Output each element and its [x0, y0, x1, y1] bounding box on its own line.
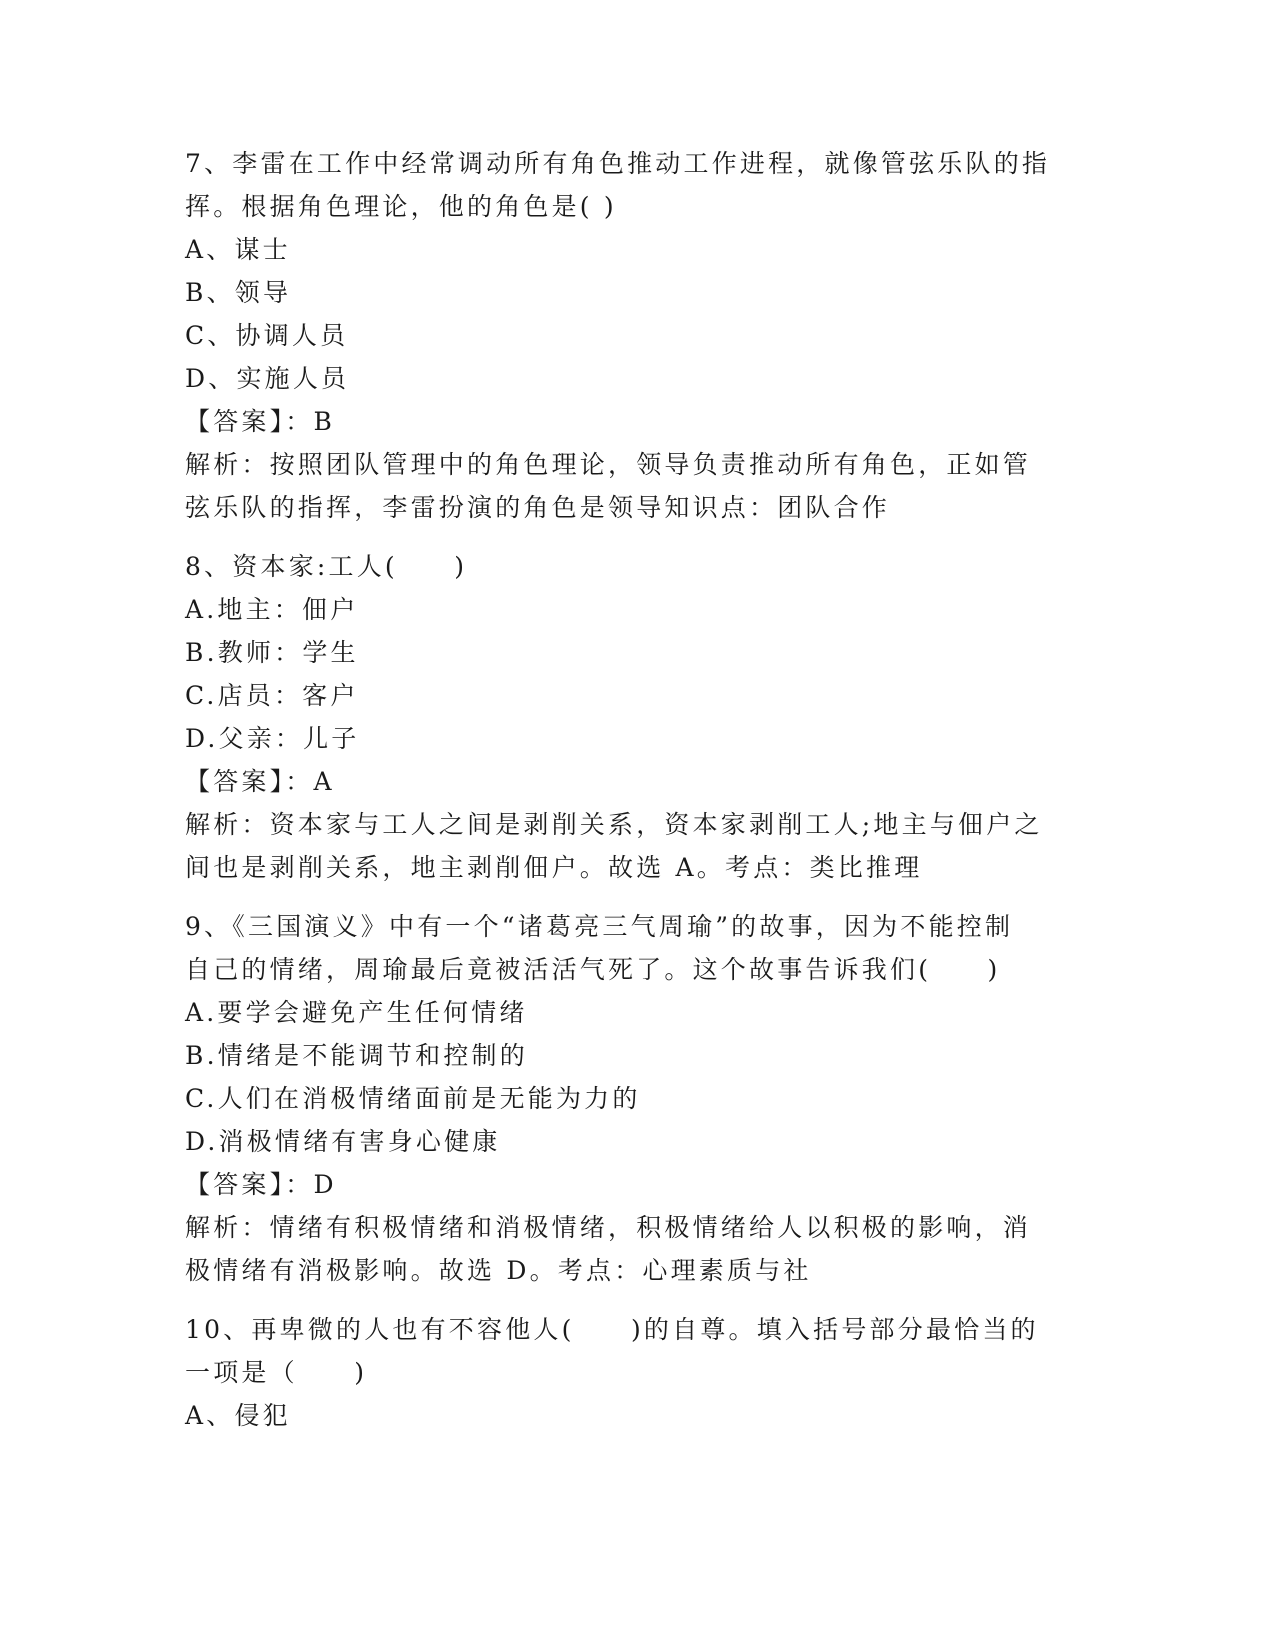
- answer-line: 【答案】：A: [185, 767, 335, 796]
- option-b: B.情绪是不能调节和控制的: [185, 1041, 528, 1070]
- analysis-line: 解析：情绪有积极情绪和消极情绪，积极情绪给人以积极的影响，消: [185, 1213, 1032, 1242]
- option-d: D.消极情绪有害身心健康: [185, 1127, 501, 1156]
- analysis-line: 弦乐队的指挥，李雷扮演的角色是领导知识点：团队合作: [185, 493, 891, 522]
- question-7: [185, 142, 1085, 529]
- question-stem: 7、李雷在工作中经常调动所有角色推动工作进程，就像管弦乐队的指: [185, 149, 1051, 178]
- option-a: A、侵犯: [185, 1401, 291, 1430]
- question-stem: 8、资本家:工人( ): [185, 552, 468, 581]
- option-d: D.父亲：儿子: [185, 724, 360, 753]
- analysis-line: 极情绪有消极影响。故选 D。考点：心理素质与社: [185, 1256, 812, 1285]
- question-stem: 挥。根据角色理论，他的角色是( ): [185, 192, 617, 221]
- question-stem: 一项是（ ): [185, 1358, 368, 1387]
- option-a: A.要学会避免产生任何情绪: [185, 998, 528, 1027]
- analysis-line: 解析：资本家与工人之间是剥削关系，资本家剥削工人;地主与佃户之: [185, 810, 1043, 839]
- option-b: B.教师：学生: [185, 638, 359, 667]
- option-c: C、协调人员: [185, 321, 349, 350]
- analysis-line: 解析：按照团队管理中的角色理论，领导负责推动所有角色，正如管: [185, 450, 1032, 479]
- question-10: [185, 1308, 1085, 1437]
- question-stem: 自己的情绪，周瑜最后竟被活活气死了。这个故事告诉我们( ): [185, 955, 1001, 984]
- option-c: C.人们在消极情绪面前是无能为力的: [185, 1084, 641, 1113]
- question-9: [185, 905, 1085, 1292]
- option-a: A.地主：佃户: [185, 595, 359, 624]
- document-page: [185, 142, 1085, 1453]
- option-a: A、谋士: [185, 235, 291, 264]
- answer-line: 【答案】：B: [185, 407, 336, 436]
- question-8: [185, 545, 1085, 889]
- question-stem: 10、再卑微的人也有不容他人( )的自尊。填入括号部分最恰当的: [185, 1315, 1039, 1344]
- option-c: C.店员：客户: [185, 681, 359, 710]
- answer-line: 【答案】：D: [185, 1170, 337, 1199]
- question-stem: 9、《三国演义》中有一个“诸葛亮三气周瑜”的故事，因为不能控制: [185, 912, 1014, 941]
- option-d: D、实施人员: [185, 364, 350, 393]
- analysis-line: 间也是剥削关系，地主剥削佃户。故选 A。考点：类比推理: [185, 853, 923, 882]
- option-b: B、领导: [185, 278, 292, 307]
